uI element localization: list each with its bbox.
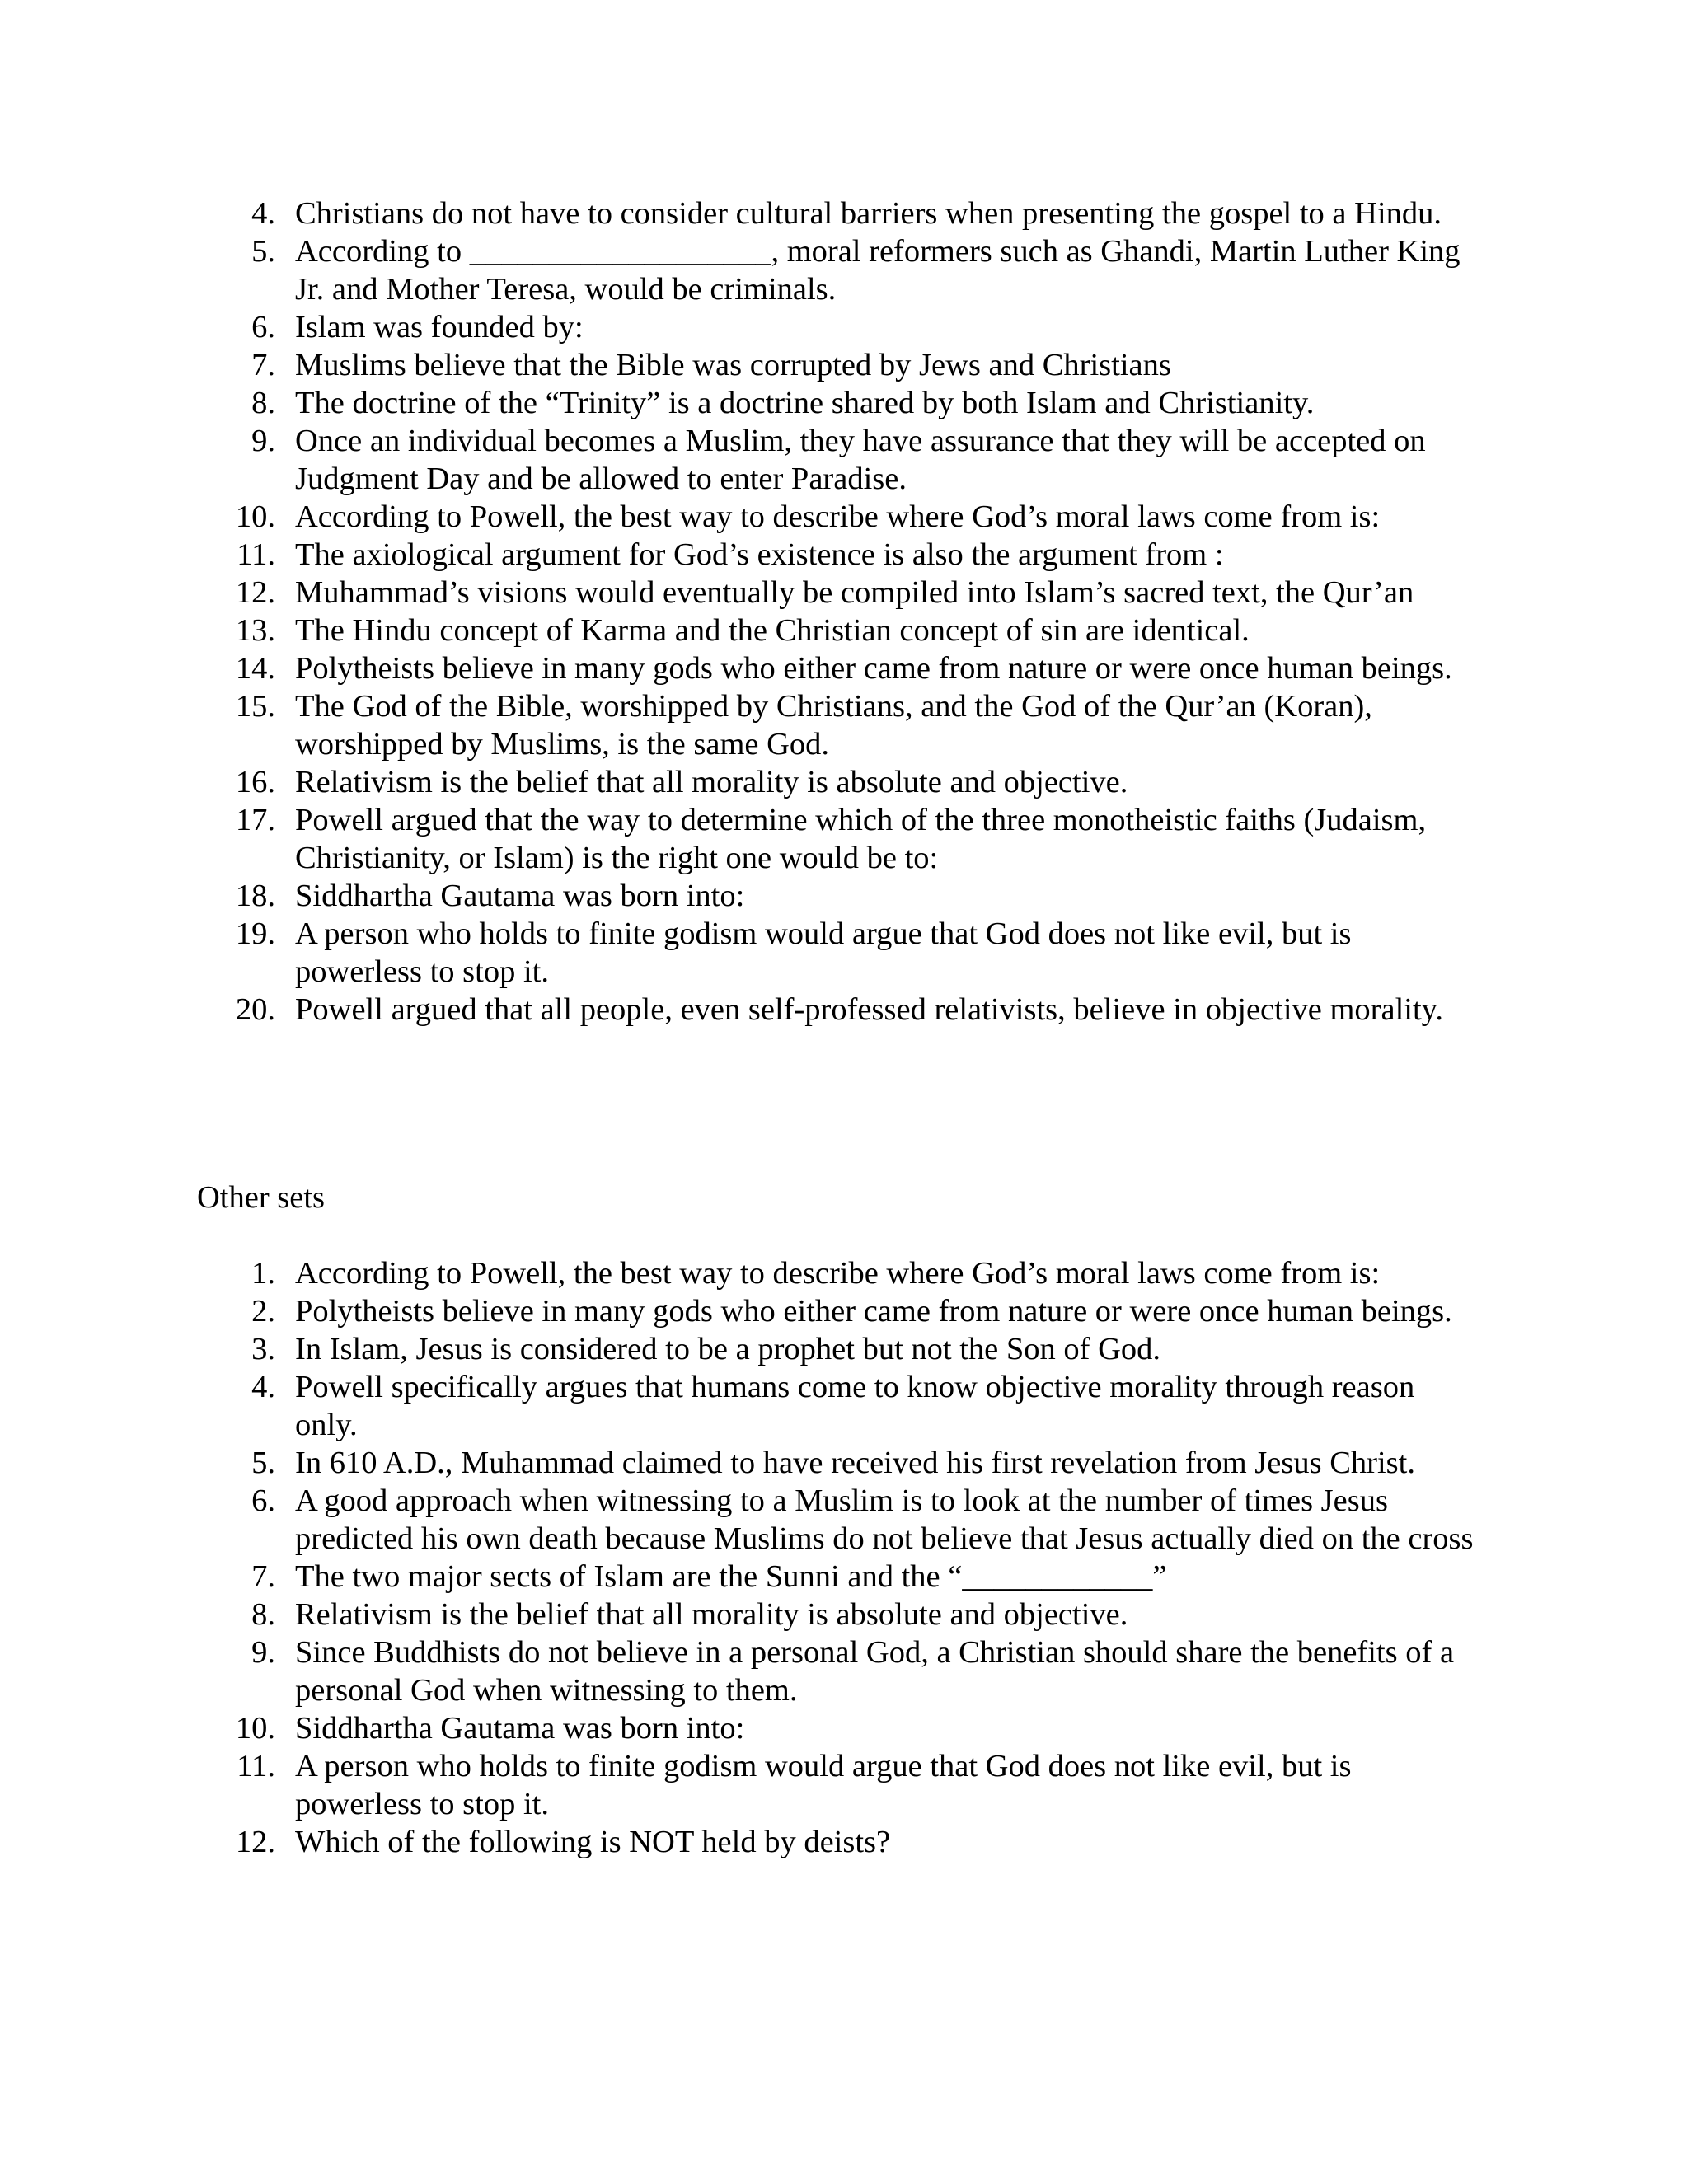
item-number: 10. [235,1711,275,1746]
item-number: 8. [251,1597,275,1632]
item-text: A person who holds to finite godism would argue that God does not like evil, but is powerless to stop it. [295,916,1352,989]
item-number: 1. [251,1256,275,1291]
list-item [0,1596,1482,1633]
list-item [0,1254,1482,1292]
item-text: According to Powell, the best way to describe where God’s moral laws come from is: [295,1256,1381,1291]
item-text: The two major sects of Islam are the Sunni and the “____________” [295,1559,1167,1594]
item-number: 6. [251,1483,275,1518]
list-item [0,915,1482,991]
list-item [0,1292,1482,1330]
list-item [0,1558,1482,1596]
item-text: The God of the Bible, worshipped by Christians, and the God of the Qur’an (Koran), worshipped by Muslims, is the same God. [295,689,1372,762]
item-number: 19. [235,916,275,951]
list-item [0,612,1482,649]
item-number: 17. [235,803,275,837]
list-item [0,1368,1482,1444]
list-item [0,498,1482,536]
item-text: Relativism is the belief that all morality is absolute and objective. [295,765,1128,799]
item-number: 18. [235,879,275,913]
item-number: 10. [235,499,275,534]
item-text: Powell argued that the way to determine which of the three monotheistic faiths (Judaism, Christianity, or Islam) is the right one would be to: [295,803,1427,875]
list-item [0,1330,1482,1368]
list-item [0,763,1482,801]
item-text: Muhammad’s visions would eventually be compiled into Islam’s sacred text, the Qur’an [295,575,1414,610]
item-text: According to ___________________, moral reformers such as Ghandi, Martin Luther King Jr. and Mother Teresa, would be criminals. [295,234,1461,307]
list-item [0,422,1482,498]
item-number: 9. [251,424,275,458]
item-text: According to Powell, the best way to describe where God’s moral laws come from is: [295,499,1381,534]
list-item [0,384,1482,422]
list-item [0,1823,1482,1861]
item-number: 4. [251,196,275,231]
item-number: 9. [251,1635,275,1670]
item-number: 13. [235,613,275,648]
item-text: Since Buddhists do not believe in a personal God, a Christian should share the benefits of a personal God when witnessing to them. [295,1635,1455,1708]
question-list-main [0,194,1482,1029]
item-number: 5. [251,1446,275,1480]
item-number: 7. [251,348,275,382]
list-item [0,308,1482,346]
item-number: 16. [235,765,275,799]
item-number: 4. [251,1370,275,1404]
item-text: Siddhartha Gautama was born into: [295,1711,745,1746]
item-text: Muslims believe that the Bible was corrupted by Jews and Christians [295,348,1171,382]
item-text: Christians do not have to consider cultural barriers when presenting the gospel to a Hindu. [295,196,1442,231]
item-number: 14. [235,651,275,686]
item-text: Polytheists believe in many gods who either came from nature or were once human beings. [295,651,1452,686]
list-item [0,991,1482,1029]
item-text: A good approach when witnessing to a Muslim is to look at the number of times Jesus predicted his own death because Muslims do not believe that Jesus actually died on the cross [295,1483,1474,1556]
item-text: The doctrine of the “Trinity” is a doctrine shared by both Islam and Christianity. [295,386,1315,420]
list-item [0,1482,1482,1558]
list-item [0,687,1482,763]
list-item [0,1747,1482,1823]
item-number: 11. [237,1749,275,1783]
item-number: 3. [251,1332,275,1366]
item-text: Powell argued that all people, even self-professed relativists, believe in objective morality. [295,992,1444,1027]
item-number: 20. [235,992,275,1027]
item-number: 15. [235,689,275,724]
list-item [0,536,1482,574]
item-text: Siddhartha Gautama was born into: [295,879,745,913]
list-item [0,232,1482,308]
list-item [0,1709,1482,1747]
question-list-other-sets [0,1254,1482,1861]
item-number: 12. [235,575,275,610]
item-number: 12. [235,1825,275,1859]
item-number: 6. [251,310,275,344]
list-item [0,877,1482,915]
item-text: In 610 A.D., Muhammad claimed to have received his first revelation from Jesus Christ. [295,1446,1415,1480]
item-text: Polytheists believe in many gods who either came from nature or were once human beings. [295,1294,1452,1329]
section-heading: Other sets [197,1180,326,1215]
list-item [0,1633,1482,1709]
item-text: The axiological argument for God’s existence is also the argument from : [295,537,1224,572]
item-number: 7. [251,1559,275,1594]
list-item [0,194,1482,232]
list-item [0,574,1482,612]
item-number: 2. [251,1294,275,1329]
list-item [0,801,1482,877]
item-text: Once an individual becomes a Muslim, they have assurance that they will be accepted on Judgment Day and be allowed to enter Paradise. [295,424,1426,496]
item-text: Powell specifically argues that humans come to know objective morality through reason only. [295,1370,1415,1442]
list-item [0,346,1482,384]
item-text: Which of the following is NOT held by deists? [295,1825,891,1859]
item-text: Islam was founded by: [295,310,584,344]
item-number: 5. [251,234,275,269]
item-text: A person who holds to finite godism would argue that God does not like evil, but is powerless to stop it. [295,1749,1352,1821]
item-number: 11. [237,537,275,572]
list-item [0,649,1482,687]
item-text: Relativism is the belief that all morality is absolute and objective. [295,1597,1128,1632]
list-item [0,1444,1482,1482]
item-number: 8. [251,386,275,420]
item-text: In Islam, Jesus is considered to be a prophet but not the Son of God. [295,1332,1161,1366]
item-text: The Hindu concept of Karma and the Christian concept of sin are identical. [295,613,1250,648]
